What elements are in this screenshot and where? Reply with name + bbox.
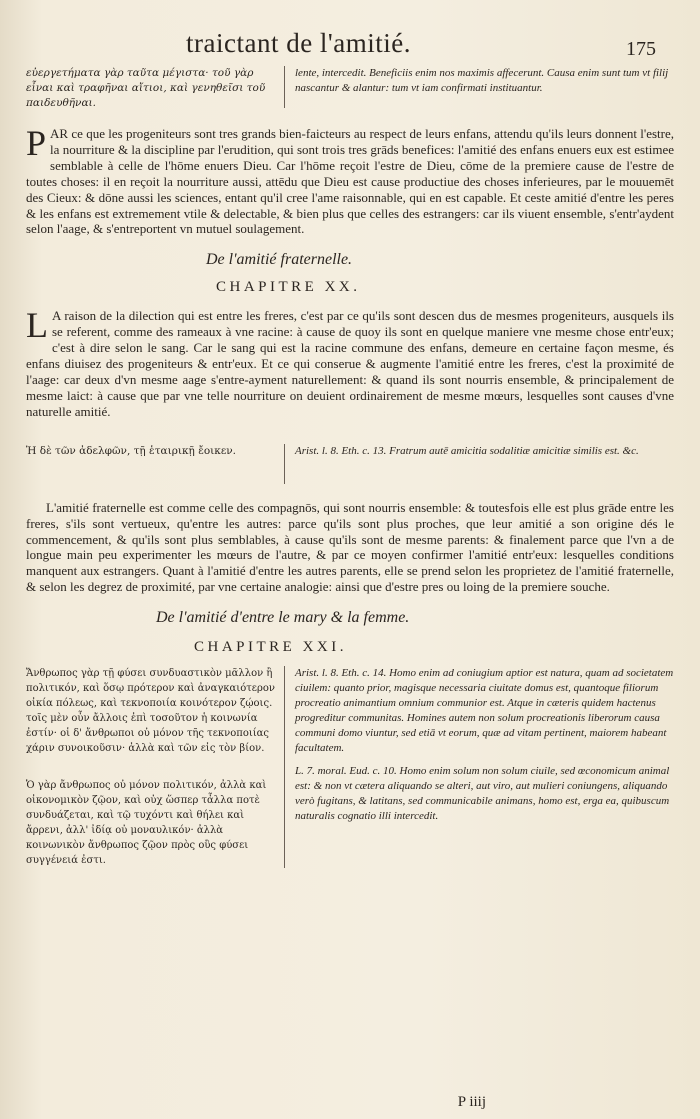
- greek-quote: εὐεργετήματα γὰρ ταῦτα μέγιστα· τοῦ γὰρ εἶναι καὶ τραφῆναι αἴτιοι, καὶ γενηθεῖσι τοῦ παιδευθῆναι.: [26, 67, 266, 109]
- latin-quote-2: L. 7. moral. Eud. c. 10. Homo enim solum non solum ciuile, sed œconomicum animal est: & non vt cætera aliquando se alteri, aut viro, aut mulieri coniungens, aliquando verò fugitans, & latitans, sed communicabile animans, homo est, erga ea, quibuscum naturalis cognatio illi intercedit.: [295, 765, 670, 823]
- signature-text: P iiij: [457, 1094, 486, 1110]
- paragraph-freres: [26, 305, 674, 419]
- paragraph-progeniteurs: [26, 123, 674, 237]
- greek-column: [26, 444, 284, 484]
- latin-column: [284, 444, 674, 484]
- latin-quote-1: Arist. l. 8. Eth. c. 14. Homo enim ad coniugium aptior est natura, quam ad societatem ciuilem: quanto prior, magisque necessaria ciuitate domus est, quantoque filiorum procreatio animantium omnium communior est. Atque in cæteris quidem hactenus progreditur communitas. Homines autem non solum procreationis liberorum causa communi domo viuntur, sed etiā vt eorum, quæ ad vitam pertinent, maiorem habeant facultatem.: [295, 667, 674, 755]
- greek-quote-1: Ἄνθρωπος γὰρ τῇ φύσει συνδυαστικὸν μᾶλλον ἢ πολιτικόν, καὶ ὅσῳ πρότερον καὶ ἀναγκαιότερον οἰκία πόλεως, καὶ τεκνοποιία κοινότερον ζῴοις. τοῖς μὲν οὖν ἄλλοις ἐπὶ τοσοῦτον ἡ κοινωνία ἐστίν· οἱ δ' ἄνθρωποι οὐ μόνον τῆς τεκνοποιίας χάριν συνοικοῦσιν· ἀλλὰ καὶ τῶν εἰς τὸν βίον.: [26, 668, 275, 755]
- latin-quote: Arist. l. 8. Eth. c. 13. Fratrum autē amicitia sodalitiæ amicitiæ similis est. &c.: [295, 444, 639, 457]
- paragraph-compagnons: [26, 500, 674, 595]
- paragraph-text: AR ce que les progeniteurs sont tres grands bien-faicteurs au respect de leurs enfans, attendu qu'ils leurs donnent l'estre, la nourriture & la discipline par l'erudition, qui sont trois tres grāds benefices: l'amitié des enfans enuers eux est estimee semblable à celle de l'hōme enuers Dieu. Car l'hōme reçoit l'estre de Dieu, cōme de la premiere cause de l'estre de toutes choses: il en reçoit la nourriture aussi, attēdu que Dieu est cause productiue des choses inferieures, par le mouuemēt des Cieux: & dōne aussi les sciences, entant qu'il cree l'ame raisonnable, qui en est capable. Et ceste amitié d'entre les peres & les enfans est extremement vtile & delectable, & bien plus que celles des estrangers: car ils viuent ensemble, s'entr'aydent selon l'aage, & s'entreportent vn mutuel soulagement.: [26, 126, 674, 237]
- latin-column: [284, 66, 674, 108]
- running-title: traictant de l'amitié.: [186, 28, 412, 58]
- chapter-heading-xxi: [26, 639, 674, 656]
- paragraph-text: L'amitié fraternelle est comme celle des compagnōs, qui sont nourris ensemble: & toutesfois elle est plus grāde entre les freres, s'ils sont vertueux, qu'entre les autres: parce qu'ils sont plus proches, que leur amitié a son origine dés le commencement, & qu'ils sont plus semblables, à cause qu'ils sont de mesme parents: & finalement parce que l'vn a de longue main peu experimenter les mœurs de l'autre, & par ce moyen confirmer l'amitié entr'eux: lesquelles conditions manquent aux estrangers. Quant à l'amitié d'entre les autres parents, elle se prend selon les proprietez de l'amitié fraternelle, & selon les degrez de proximité, par vne certaine analogie: ainsi que d'estre pres ou loing de la premiere souche.: [26, 499, 674, 595]
- latin-quote: lente, intercedit. Beneficiis enim nos maximis affecerunt. Causa enim sunt tum vt filij nascantur & alantur: tum vt iam confirmati instituantur.: [295, 67, 669, 94]
- greek-quote-2: Ὁ γὰρ ἄνθρωπος οὐ μόνον πολιτικόν, ἀλλὰ καὶ οἰκονομικὸν ζῷον, καὶ οὐχ ὥσπερ τἆλλα ποτὲ συνδυάζεται, καὶ τῷ τυχόντι καὶ θήλει καὶ ἄρρενι, ἀλλ' ἰδίᾳ οὐ μοναυλικόν· ἀλλὰ κοινωνικὸν ἄνθρωπος ζῷον πρὸς οὓς φύσει συγγένειά ἐστι.: [26, 780, 267, 867]
- greek-quote: Ἡ δὲ τῶν ἀδελφῶν, τῇ ἑταιρικῇ ἔοικεν.: [26, 444, 236, 457]
- paragraph-text: A raison de la dilection qui est entre les freres, c'est par ce qu'ils sont descen dus de mesmes progeniteurs, ausquels ils se referent, comme des rameaux à vne racine: à cause de quoy ils sont en quelque maniere vne mesme chose entr'eux; c'est à dire selon le sang. Car le sang qui est la racine commune des enfans, demeure en certaine façon mesme, és enfans diuisez des progeniteurs & entr'eux. Et ce qui conserue & augmente l'amitié entre les freres, c'est la proximité de l'aage: car deux d'vn mesme aage s'entre-ayment naturellement: & quand ils sont nourris ensemble, & principalement de mesme laict: à cause que par vne telle nourriture on deuient ordinairement de mesme mœurs, lesquelles sont causes d'vne naturelle amitié.: [26, 308, 674, 419]
- page-number: 175: [626, 38, 656, 60]
- greek-column: [26, 66, 284, 108]
- section-title: De l'amitié d'entre le mary & la femme.: [156, 609, 410, 627]
- section-title-mariage: [26, 609, 674, 627]
- chapter-heading-xx: [26, 279, 674, 296]
- greek-column: [26, 666, 284, 868]
- latin-column: [284, 666, 674, 868]
- quote-chapter-xx: [26, 444, 674, 484]
- signature-mark: [458, 1094, 486, 1111]
- drop-cap: P: [26, 123, 47, 163]
- section-title-fraternelle: [26, 251, 674, 269]
- chapter-heading: CHAPITRE XXI.: [194, 639, 347, 656]
- quote-chapter-xxi: [26, 666, 674, 868]
- chapter-heading: CHAPITRE XX.: [216, 279, 361, 296]
- running-head: [26, 0, 674, 60]
- drop-cap: L: [26, 305, 48, 346]
- section-title: De l'amitié fraternelle.: [206, 251, 353, 269]
- opening-quote: [26, 66, 674, 108]
